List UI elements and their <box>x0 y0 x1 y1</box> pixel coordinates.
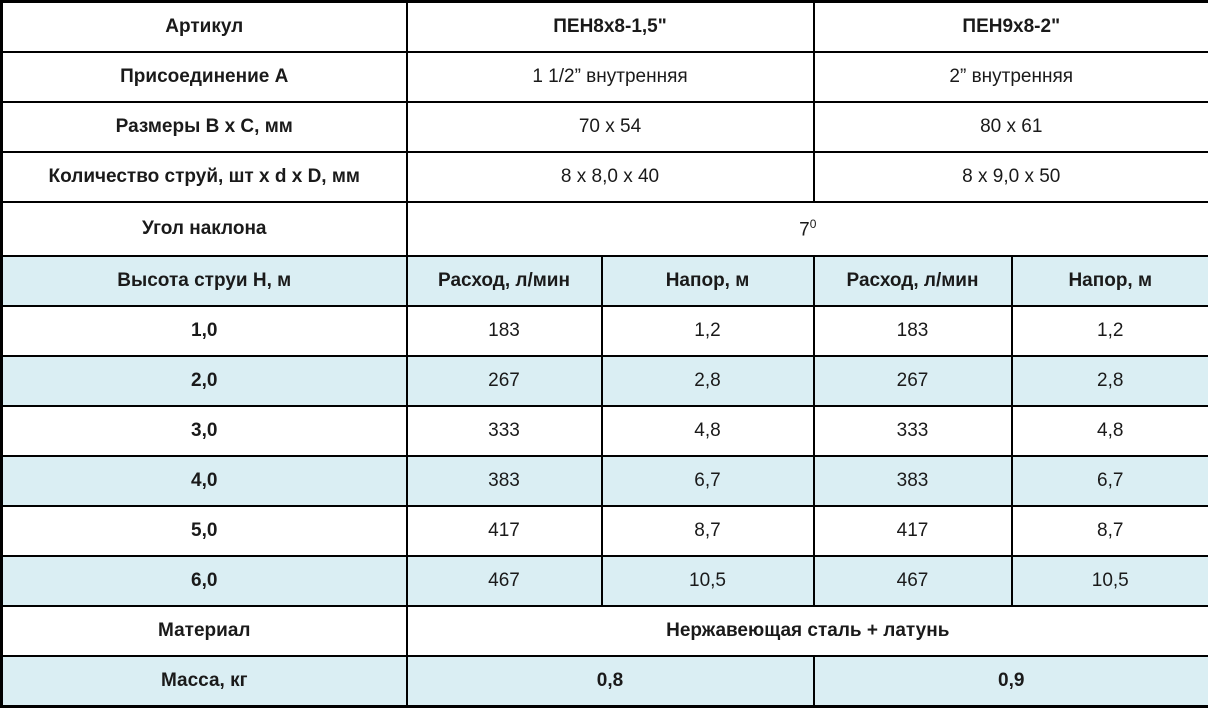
angle-value-superscript: 0 <box>809 216 817 231</box>
flow-data-row <box>2 356 1208 406</box>
flow-rate-cell-2: 383 <box>814 456 1012 506</box>
spec-row-mass <box>2 656 1208 707</box>
spec-row-angle <box>2 202 1208 256</box>
mass-value-2: 0,9 <box>814 656 1208 707</box>
flow-height-cell: 5,0 <box>2 506 407 556</box>
jets-label: Количество струй, шт х d х D, мм <box>2 152 407 202</box>
spec-row-article <box>2 2 1208 53</box>
flow-rate-cell-1: 383 <box>407 456 602 506</box>
flow-head-cell-1: 1,2 <box>602 306 814 356</box>
flow-head-cell-2: 1,2 <box>1012 306 1208 356</box>
flow-head-cell-2: 4,8 <box>1012 406 1208 456</box>
connection-label: Присоединение А <box>2 52 407 102</box>
spec-row-material <box>2 606 1208 656</box>
flow-height-cell: 3,0 <box>2 406 407 456</box>
spec-row-dimensions <box>2 102 1208 152</box>
flow-rate-cell-1: 267 <box>407 356 602 406</box>
article-label: Артикул <box>2 2 407 53</box>
flow-data-row <box>2 306 1208 356</box>
flow-head-cell-2: 8,7 <box>1012 506 1208 556</box>
flow-head-cell-1: 8,7 <box>602 506 814 556</box>
flow-header-head-2: Напор, м <box>1012 256 1208 306</box>
dimensions-value-2: 80 х 61 <box>814 102 1208 152</box>
flow-head-cell-1: 6,7 <box>602 456 814 506</box>
spec-row-connection <box>2 52 1208 102</box>
spec-row-jets <box>2 152 1208 202</box>
flow-height-cell: 4,0 <box>2 456 407 506</box>
mass-label: Масса, кг <box>2 656 407 707</box>
angle-value <box>407 202 1208 256</box>
connection-value-1: 1 1/2” внутренняя <box>407 52 814 102</box>
flow-rate-cell-1: 333 <box>407 406 602 456</box>
flow-header-rate-1: Расход, л/мин <box>407 256 602 306</box>
flow-head-cell-1: 10,5 <box>602 556 814 606</box>
flow-header-height: Высота струи Н, м <box>2 256 407 306</box>
connection-value-2: 2” внутренняя <box>814 52 1208 102</box>
mass-value-1: 0,8 <box>407 656 814 707</box>
flow-head-cell-1: 4,8 <box>602 406 814 456</box>
flow-rate-cell-1: 417 <box>407 506 602 556</box>
flow-data-row <box>2 406 1208 456</box>
material-label: Материал <box>2 606 407 656</box>
dimensions-value-1: 70 х 54 <box>407 102 814 152</box>
flow-header-row <box>2 256 1208 306</box>
angle-label: Угол наклона <box>2 202 407 256</box>
flow-rate-cell-2: 417 <box>814 506 1012 556</box>
dimensions-label: Размеры В х С, мм <box>2 102 407 152</box>
flow-data-row <box>2 556 1208 606</box>
flow-head-cell-1: 2,8 <box>602 356 814 406</box>
flow-rate-cell-1: 467 <box>407 556 602 606</box>
angle-value-base: 7 <box>799 219 810 241</box>
flow-rate-cell-2: 467 <box>814 556 1012 606</box>
flow-data-row <box>2 506 1208 556</box>
flow-header-head-1: Напор, м <box>602 256 814 306</box>
flow-head-cell-2: 6,7 <box>1012 456 1208 506</box>
flow-rate-cell-2: 267 <box>814 356 1012 406</box>
flow-height-cell: 1,0 <box>2 306 407 356</box>
jets-value-1: 8 х 8,0 х 40 <box>407 152 814 202</box>
flow-height-cell: 6,0 <box>2 556 407 606</box>
flow-head-cell-2: 2,8 <box>1012 356 1208 406</box>
flow-rate-cell-1: 183 <box>407 306 602 356</box>
flow-data-row <box>2 456 1208 506</box>
article-value-1: ПЕН8х8-1,5" <box>407 2 814 53</box>
flow-head-cell-2: 10,5 <box>1012 556 1208 606</box>
flow-rate-cell-2: 183 <box>814 306 1012 356</box>
material-value: Нержавеющая сталь + латунь <box>407 606 1208 656</box>
flow-height-cell: 2,0 <box>2 356 407 406</box>
flow-rate-cell-2: 333 <box>814 406 1012 456</box>
article-value-2: ПЕН9х8-2" <box>814 2 1208 53</box>
flow-header-rate-2: Расход, л/мин <box>814 256 1012 306</box>
jets-value-2: 8 х 9,0 х 50 <box>814 152 1208 202</box>
